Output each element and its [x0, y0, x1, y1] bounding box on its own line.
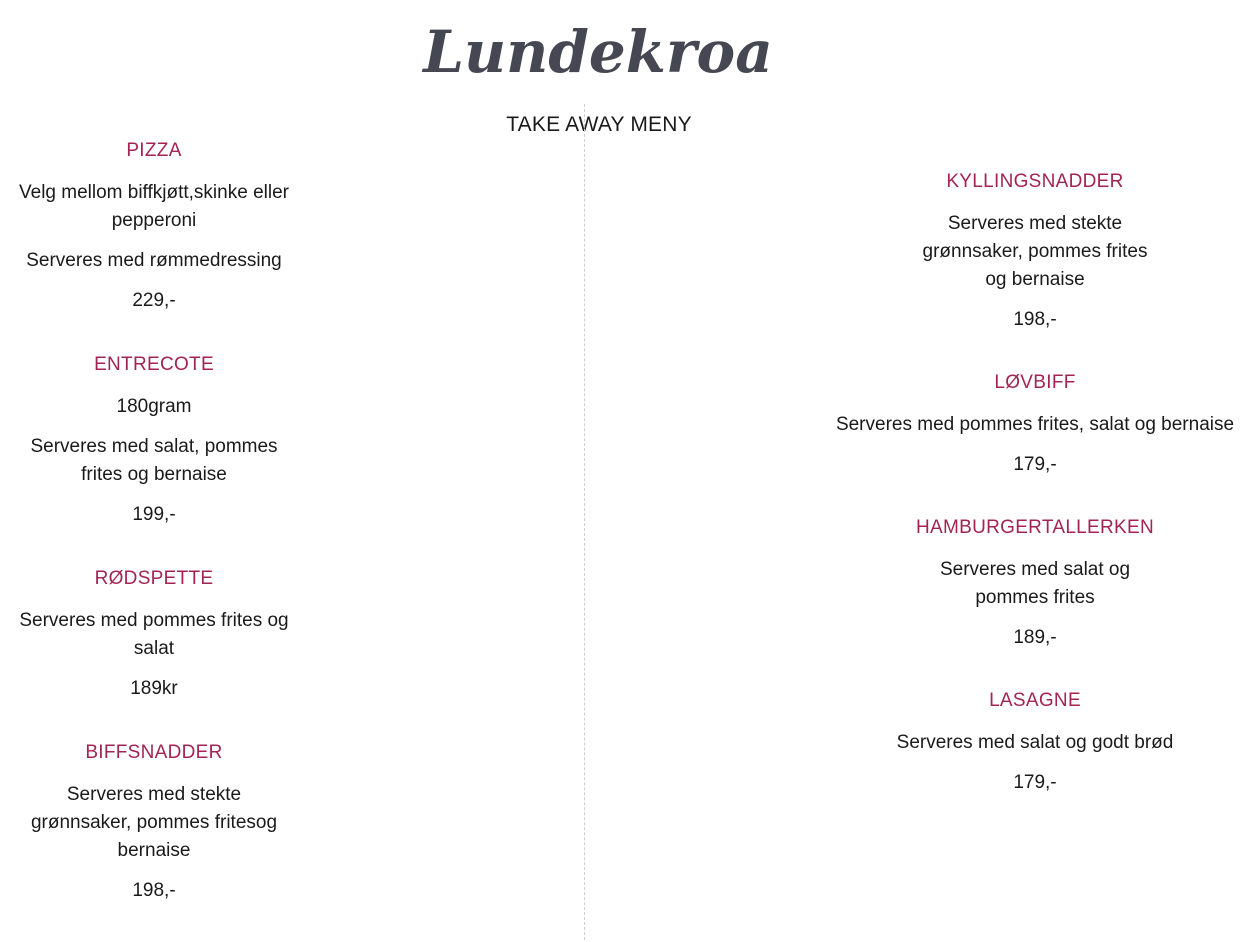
menu-item-pizza — [17, 138, 292, 315]
menu-item-price: 179,- — [1013, 454, 1057, 475]
menu-item-description: Velg mellom biffkjøtt,skinke eller pepperoni — [19, 182, 289, 231]
menu-item-name: LASAGNE — [989, 690, 1081, 711]
menu-item-name: KYLLINGSNADDER — [946, 171, 1124, 192]
menu-item-hamburgertallerken — [910, 515, 1160, 652]
menu-item-description: Serveres med rømmedressing — [26, 250, 282, 271]
menu-item-name: HAMBURGERTALLERKEN — [915, 517, 1155, 538]
menu-item-name: ENTRECOTE — [94, 354, 214, 375]
menu-column-left — [10, 138, 298, 942]
menu-item-description: Serveres med stekte grønnsaker, pommes fritesog bernaise — [30, 784, 278, 861]
menu-item-name: BIFFSNADDER — [85, 742, 223, 763]
menu-item-price: 199,- — [132, 504, 176, 525]
menu-item-price: 179,- — [1013, 772, 1057, 793]
menu-item-lovbiff — [836, 370, 1234, 479]
menu-item-price: 189,- — [1013, 627, 1057, 648]
menu-column-right — [820, 169, 1250, 833]
menu-title: TAKE AWAY MENY — [506, 113, 692, 136]
menu-item-description: Serveres med pommes frites, salat og bernaise — [835, 414, 1235, 435]
menu-item-price: 229,- — [132, 290, 176, 311]
menu-item-name: PIZZA — [126, 140, 182, 161]
menu-item-description: Serveres med salat og godt brød — [896, 732, 1174, 753]
menu-item-rodspette — [17, 566, 292, 703]
menu-item-entrecote — [17, 352, 292, 529]
menu-item-name: RØDSPETTE — [94, 568, 214, 589]
menu-item-price: 198,- — [132, 880, 176, 901]
menu-item-description: Serveres med salat, pommes frites og bernaise — [30, 436, 278, 485]
brand-logo-text: Lundekroa — [423, 18, 773, 86]
menu-item-description: Serveres med stekte grønnsaker, pommes frites og bernaise — [922, 213, 1148, 290]
column-divider — [584, 104, 585, 940]
menu-item-lasagne — [897, 688, 1174, 797]
brand-logo — [423, 2, 773, 98]
menu-item-price: 198,- — [1013, 309, 1057, 330]
menu-item-biffsnadder — [17, 740, 292, 905]
menu-item-price: 189kr — [130, 678, 178, 699]
menu-item-description: 180gram — [116, 396, 192, 417]
menu-item-name: LØVBIFF — [994, 372, 1076, 393]
menu-item-description: Serveres med pommes frites og salat — [19, 610, 289, 659]
menu-item-description: Serveres med salat og pommes frites — [939, 559, 1131, 608]
menu-item-kyllingsnadder — [910, 169, 1160, 334]
